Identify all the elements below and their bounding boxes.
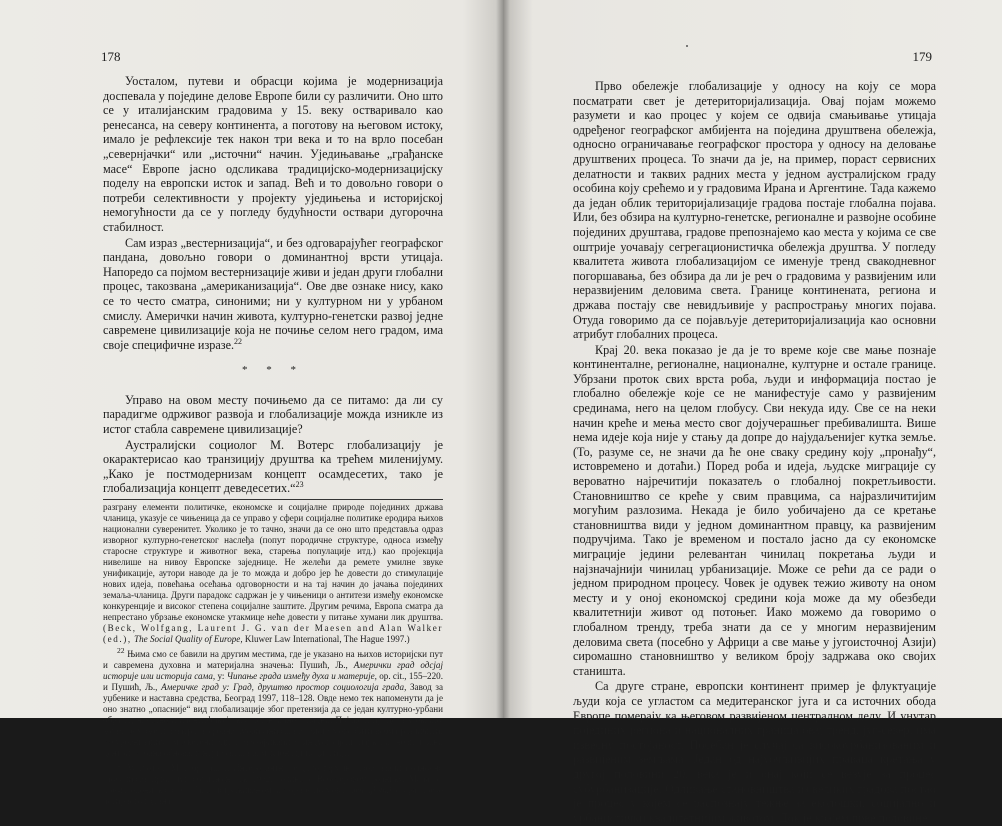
right-page-body	[573, 79, 936, 826]
paragraph: Прво обележје глобализације у односу на коју се мора посматрати свет је детериторијализација. Овај појам можемо разумети и као процес у којем се одвија смањивање утицаја одређеног географског амбијента на поједина друштвена обележја, односно ограничавање географског простора у односу на деловање друштвених процеса. То значи да је, на пример, пораст сервисних делатности и таквих радних места у једном аустралијском граду особина коју срећемо и у градовима Ирана и Аргентине. Тада кажемо да један облик територијализације градова постаје глобална појава. Или, без обзира на културно-генетске, регионалне и развојне особине појединих друштава, градове препознајемо као места у којима се све оштрије уочавају сегрегационистичка обележја друштва. У погледу квалитета живота глобализацијом се именује тренд свакодневног погоршавања, без обзира да ли је реч о градовима у развијеним или неразвијеним деловима света. Границе континената, региона и држава постају све невидљивије у распрострању многих појава. Отуда говоримо да се појављује детериторијализација као основни атрибут глобалних процеса.	[573, 79, 936, 342]
page-number: 178	[101, 49, 121, 64]
paragraph: Управо на овом месту почињемо да се питамо: да ли су парадигме одрживог развоја и глобализације можда изникле из истог стабла савремене цивилизације?	[103, 392, 443, 437]
footnote-23: $^{23}$ Waters, M., op. cit., 1. Интересантно је да је термин глобализација односно глобализам први пут објашњен тек 1962. године у Вебстеровом речнику. Мада је, према оцени којој се баве истраживањем историје појмова, реч global стара преко четиристо година.	[103, 760, 443, 807]
footnote-ref[interactable]: 22	[234, 336, 243, 346]
right-page	[503, 0, 1002, 825]
footnote-ref[interactable]: 23	[295, 480, 304, 490]
paragraph: Крај 20. века показао је да је то време које све мање познаје континенталне, регионалне, националне, културне и остале границе. Убрзани проток свих врста роба, људи и информација постао је глобално обележје које се не манифестује само у развијеним срединама, него на целом глобусу. Сви некуда иду. Све се на неки начин креће и мења место свог дојучерашњег пребивалишта. Више нема идеје која није у стању да допре до најудаљенијег кутка земље. (То, разуме се, не значи да ће оне сваку средину коју „пронађу“, истовремено и дотаћи.) Поред роба и идеја, људске миграције су вероватно најречитији показатељ о глобалној покретљивости. Становништво се креће у свим правцима, са најразличитијим могућим разлозима. Некада је било уобичајено да се кретање становништва види у једном доминантном правцу, ка развијеним подручјима. Тако је временом и постало јасно да су економске миграције једини релевантан чинилац покретања људи и најзначајнији чинилац урбанизације. Може се рећи да се ради о једном природном процесу. Човек је одувек тежио животу на оном месту и у оној економској средини која може да му обезбеди квалитетнији живот од потоњег. Иако можемо да говоримо о глобалном тренду, треба знати да се у многим неразвијеним деловима света (посебно у Африци а све мање у југоисточној Азији) сиромашно становништво у великом броју задржава око својих станишта.	[573, 342, 936, 678]
footnotes	[103, 502, 443, 807]
section-separator: * * *	[242, 364, 304, 377]
paragraph: Аустралијски социолог М. Вотерс глобализацију је окарактерисао као транзицију друштва ка трећем миленијуму. „Како је постмодернизам концепт осамдесетих, тако је глобализација концепт деведесетих.“$^{23}$	[103, 437, 443, 496]
print-speck	[686, 45, 688, 47]
left-page-body	[103, 74, 443, 807]
paragraph: Сам израз „вестернизација“, и без одговарајућег географског пандана, довољно говори о доминантној врсти утицаја. Напоредо са појмом вестернизације живи и један други глобални процес, такозвана „американизација“. Ове две ознаке нису, како се то често сматра, синоними; ни у културном ни у урбаном смислу. Амерички начин живота, културно-генетски развој једне савремене цивилизације која не почиње селом него градом, има своје специфичне изразе.$^{22}$	[103, 235, 443, 352]
left-page	[0, 0, 503, 807]
footnote-divider	[103, 499, 443, 500]
paragraph: Са друге стране, европски континент пример је флуктуације људи која се угластом са медитеранског југа и са источних обода Европе померају ка његовом развијеном централном делу. И унутар појединих региона и националних граница овај тренд, југ-север, има извесну постојаност. Посебан је случај са високоурбанизованим и развијеним земљама. Један од најуочљивијих праваца кретања у другој половини 20. века је и онај који се везује за процес субурбанизације. Одливање становништва из великих градова постао је процес у којем се распознају тежње за еколошки, социјално и урбанистички квалитетнијим животом. Док је крајем прве половине	[573, 679, 936, 825]
footnote-continuation: разграну елементи политичке, економске и социјалне природе појединих држава чланица, указује се чињеница да се управо у сфери социјалне политике еродира њихов национални суверенитет. Уколико је то тачно, значи да се оно што представља одраз изворног културно-генетског наслеђа (попут породичне структуре, односа између старосне структуре и животног века, старења популације итд.) као пројекција нивелише на нивоу Европске заједнице. Не желећи да ремете умилне звуке унификације, аутори наводе да је то можда и добро јер ће довести до стимулације нових идеја, повећања осећања одговорности и на тај начин до јачања појединих земаља-чланица. Други парадокс садржан је у чињеници о антитези између економске конкуренције и високог степена социјалне заштите. Другим речима, Европа сматра да непрестано убрзање економске утакмице неће довести у питање хумани лик друштва. (Beck, Wolfgang, Laurent J. G. van der Maesen and Alan Walker (ed.), The Social Quality of Europe, Kluwer Law International, The Hague 1997.)	[103, 502, 443, 645]
paragraph: Уосталом, путеви и обрасци којима је модернизација доспевала у поједине делове Европе били су различити. Оно што се у италијанским градовима у 15. веку остваривало као ренесанса, на северу континента, а поготову на његовом истоку, имало је рефлексије тек након три века и то на врло посебан „севернјачки“ или „источни“ начин. Уједињавање „грађанске масе“ Европе јасно одсликава традицијско-модернизацијску поделу на европски исток и запад. Већ и то довољно говори о потреби селективности у пројекту уједињења и историјској немогућности да се у погледу будућности оствари дугорочна стабилност.	[103, 74, 443, 234]
page-number: 179	[912, 49, 932, 64]
footnote-22: $^{22}$ Њима смо се бавили на другим местима, где је указано на њихов историјски пут и савремена духовна и материјална значења: Пушић, Љ., Амерички град одсјај историје или историја сама, у: Чипање града између духа и материје, op. cit., 155–220. и Пушић, Љ., Америчке град у: Град, друштво простор социологија града, Завод за уџбенике и наставна средства, Београд 1997, 118–128. Овде немо тек напоменути да је оно знатно „опасније“ вид глобализације због претензија да се један културно-урбани образац наметне и идентификује као аутентично западни. Појаве и процеси у оквиру којих се може посматрати урбана американизација заиста могу бити веома различити: субурбанизација, мехкетенизација, масофикација, индустријски паркови, нови тржни центри, урбана обнова, гентрификација, мекдоналдизација итд.	[103, 646, 443, 759]
book-spine	[496, 0, 510, 718]
